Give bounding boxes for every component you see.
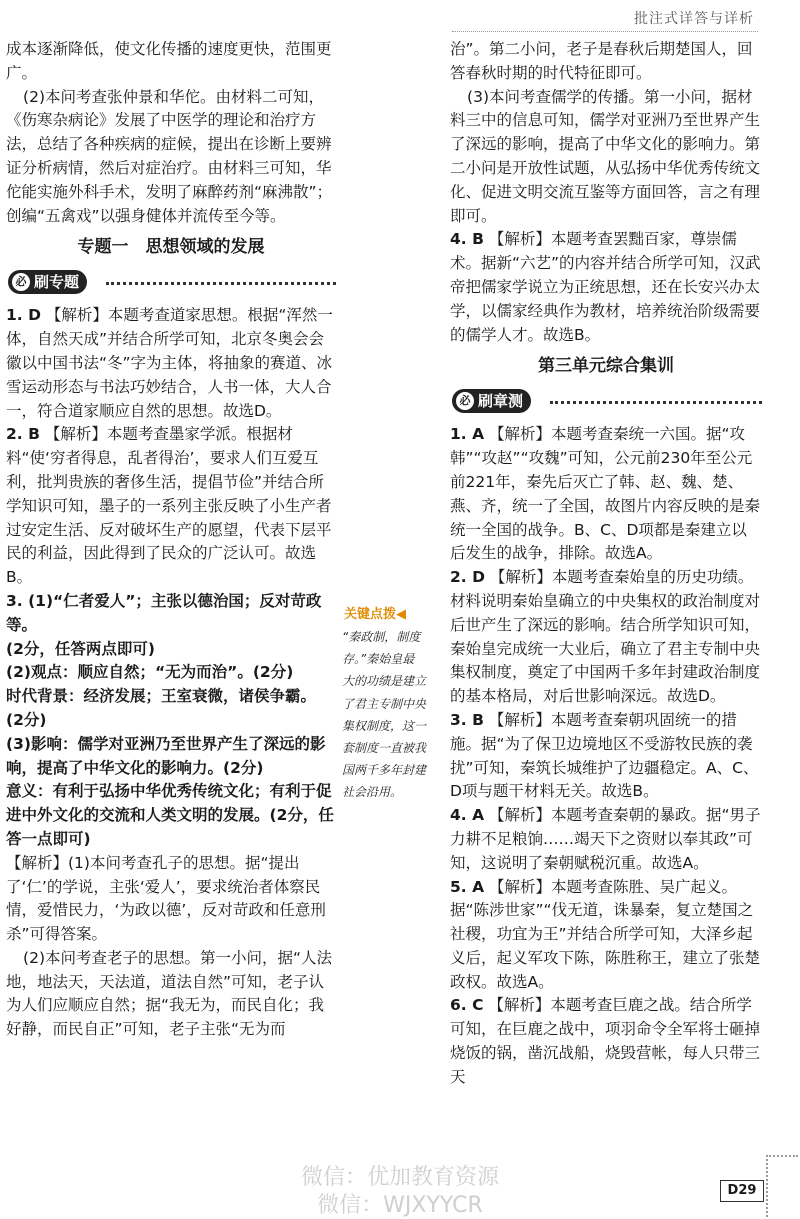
answer-number: 4. B [450,230,484,249]
answer-item [450,709,762,804]
answer-text: 【解析】本题考查道家思想。根据“浑然一体，自然天成”并结合所学可知，北京冬奥会会徽以中国书法“冬”字为主体，将抽象的赛道、冰雪运动形态与书法巧妙结合，人书一体，大人合一，符合道家顺应自然的思想。故选D。 [6,306,333,420]
answer-text: 【解析】本题考查陈胜、吴广起义。据“陈涉世家”“伐无道，诛暴秦，复立楚国之社稷，功宜为王”并结合所学可知，大泽乡起义后，起义军攻下陈，陈胜称王，建立了张楚政权。故选A。 [450,877,761,991]
badge-label: 刷章测 [478,392,524,411]
answer-number: 2. B [6,425,40,444]
answer-text: 时代背景：经济发展；王室衰微，诸侯争霸。 [6,687,317,706]
brush-icon: 必 [12,273,30,291]
section-title: 专题一 思想领域的发展 [77,237,265,258]
header-divider [452,31,758,32]
section-badge-row [6,268,336,298]
section-badge [8,270,87,294]
answer-item [450,228,762,347]
brush-icon: 必 [456,392,474,410]
answer-score: (2分) [6,710,47,729]
answer-item [6,304,336,423]
paragraph: 治”。第二小问，老子是春秋后期楚国人，回答春秋时期的时代特征即可。 [450,40,753,82]
answer-number: 5. A [450,877,485,896]
page-number: D29 [720,1180,764,1202]
page-header-title: 批注式详答与详析 [634,11,754,27]
answer-item [450,423,762,566]
answer-text: 【解析】本题考查秦统一六国。据“攻韩”“攻赵”“攻魏”可知，公元前230年至公元前221年，秦先后灭亡了韩、赵、魏、楚、燕、齐，统一了全国，故图片内容反映的是秦统一全国的战争。B、C、D项都是秦建立以后发生的战争，排除。故选A。 [450,425,761,563]
answer-item [6,423,336,590]
answer-item [450,804,762,875]
answer-number: 1. A [450,425,485,444]
analysis-text: 【解析】(1)本问考查孔子的思想。据“提出了‘仁’的学说，主张‘爱人’，要求统治者体察民情，爱惜民力，‘为政以德’，反对苛政和任意刑杀”可得答案。 [6,853,326,944]
answer-number: 6. C [450,996,484,1015]
answer-number: 4. A [450,806,485,825]
badge-label: 刷专题 [34,273,80,292]
paragraph: (2)本问考查张仲景和华佗。由材料二可知，《伤寒杂病论》发展了中医学的理论和治疗方法，总结了各种疾病的症候，提出在诊断上要辨证分析病情，然后对症治疗。由材料三可知，华佗能实施外科手术，发明了麻醉药剂“麻沸散”；创编“五禽戏”以强身健体并流传至今等。 [6,87,333,225]
answer-text: (3)影响：儒学对亚洲乃至世界产生了深远的影响，提高了中华文化的影响力。(2分) [6,734,326,777]
dotted-divider [550,401,762,404]
answer-text: (2)观点：顺应自然；“无为而治”。(2分) [6,663,294,682]
answer-number: 3. B [450,710,484,729]
answer-item [450,876,762,995]
answer-text: 【解析】本题考查巨鹿之战。结合所学可知，在巨鹿之战中，项羽命令全军将士砸掉烧饭的锅，凿沉战船，烧毁营帐，每人只带三天 [450,996,761,1086]
answer-text: (1)“仁者爱人”；主张以德治国；反对苛政等。 [6,591,322,634]
answer-text: 意义：有利于弘扬中华优秀传统文化；有利于促进中外文化的交流和人类文明的发展。(2分，任答一点即可) [6,782,334,848]
answer-score: (2分，任答两点即可) [6,639,155,658]
answer-text: 【解析】本题考查罢黜百家，尊崇儒术。据新“六艺”的内容并结合所学可知，汉武帝把儒家学说立为正统思想，还在长安兴办太学，以儒家经典作为教材，培养统治阶级需要的儒学人才。故选B。 [450,230,761,344]
section-badge [452,389,531,413]
answer-text: 【解析】本题考查秦始皇的历史功绩。材料说明秦始皇确立的中央集权的政治制度对后世产生了深远的影响。结合所学知识可知，秦始皇完成统一大业后，确立了君主专制中央集权制度，奠定了中国两千多年封建政治制度的基本格局，对后世影响深远。故选D。 [450,568,761,706]
answer-number: 2. D [450,568,485,587]
answer-item [6,590,336,638]
page-edge-decoration [766,1155,798,1217]
dotted-divider [106,282,336,285]
paragraph: (3)本问考查儒学的传播。第一小问，据材料三中的信息可知，儒学对亚洲乃至世界产生了深远的影响，提高了中华文化的影响力。第二小问是开放性试题，从弘扬中华优秀传统文化、促进文明交流互鉴等方面回答，言之有理即可。 [450,87,761,225]
key-point-note: “秦政制，制度存。”秦始皇最大的功绩是建立了君主专制中央集权制度，这一套制度一直被我国两千多年封建社会沿用。 [342,630,427,800]
answer-item [450,566,762,709]
section-title: 第三单元综合集训 [538,356,674,377]
analysis-text: (2)本问考查老子的思想。第一小问，据“人法地，地法天，天法道，道法自然”可知，老子认为人们应顺应自然；据“我无为，而民自化；我好静，而民自正”可知，老子主张“无为而 [6,948,333,1039]
answer-number: 3. [6,591,23,610]
left-column [6,38,336,1042]
right-column [450,38,762,1090]
watermark: 微信：优加教育资源 [300,1165,499,1190]
answer-number: 1. D [6,306,41,325]
watermark: 微信：WJXYYCR [317,1193,483,1218]
answer-text: 【解析】本题考查秦朝的暴政。据“男子力耕不足粮饷……竭天下之资财以奉其政”可知，这说明了秦朝赋税沉重。故选A。 [450,806,761,872]
answer-text: 【解析】本题考查秦朝巩固统一的措施。据“为了保卫边境地区不受游牧民族的袭扰”可知，秦筑长城维护了边疆稳定。A、C、D项与题干材料无关。故选B。 [450,710,759,801]
section-badge-row [450,387,762,417]
answer-item [450,994,762,1089]
answer-text: 【解析】本题考查墨家学派。根据材料“使‘穷者得息，乱者得治’，要求人们互爱互利，批判贵族的奢侈生活，提倡节俭”并结合所学知识可知，墨子的一系列主张反映了小生产者过安定生活、反对破坏生产的愿望，代表下层平民的利益，因此得到了民众的广泛认可。故选B。 [6,425,332,587]
key-point-tag: 关键点拨◀ [344,607,406,622]
paragraph: 成本逐渐降低，使文化传播的速度更快，范围更广。 [6,40,332,82]
